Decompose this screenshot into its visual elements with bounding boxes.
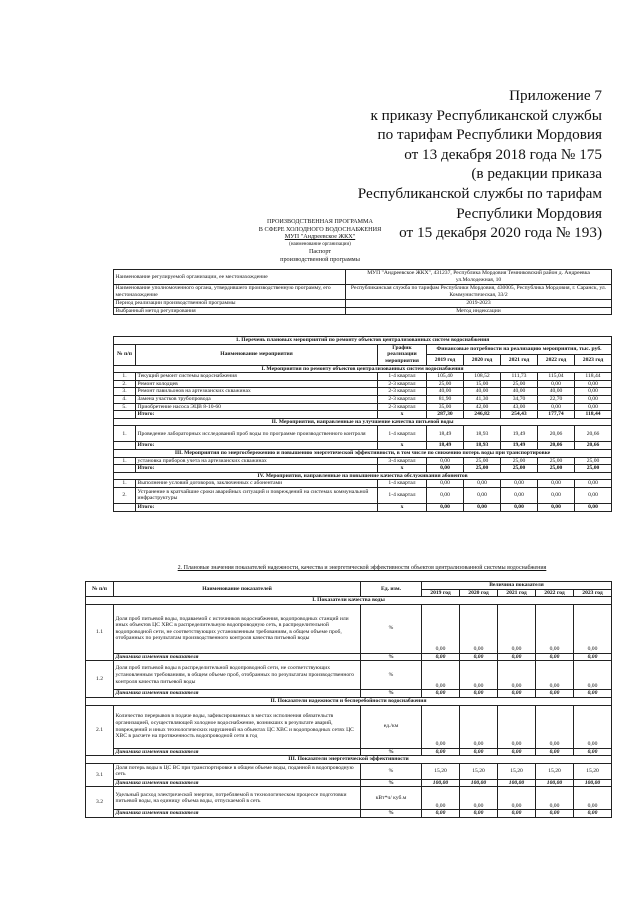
table-row [114, 403, 612, 411]
dynamics-unit: % [361, 690, 422, 698]
col-number-header: № п/п [114, 344, 136, 365]
passport-label: Период реализации производственной программы [114, 300, 346, 308]
row-number: 1.1 [86, 604, 114, 661]
activity-schedule: 2-3 квартал [378, 395, 427, 403]
dynamics-value: 0,00 [574, 810, 612, 818]
value-cell: 25,00 [427, 380, 464, 388]
dynamics-row [86, 690, 612, 698]
appendix-line: Республики Мордовия [456, 204, 602, 222]
dynamics-value: 0,00 [574, 748, 612, 756]
value-cell: 20,06 [538, 426, 575, 442]
col-finance-header: Финансовые потребности на реализацию мероприятия, тыс. руб. [427, 344, 612, 355]
passport-row [114, 300, 612, 308]
value-cell: 42,00 [464, 403, 501, 411]
col-name-header: Наименование мероприятия [136, 344, 378, 365]
value-cell: 0,00 [422, 705, 460, 748]
value-cell: 19,49 [501, 426, 538, 442]
total-value: 0,00 [575, 503, 612, 511]
value-cell: 0,00 [464, 480, 501, 488]
total-value: 287,30 [427, 411, 464, 419]
row-number: 1.2 [86, 661, 114, 698]
col-number-header: № п/п [86, 582, 114, 597]
section-title: II. Показатели надежности и бесперебойности водоснабжения [86, 697, 612, 705]
table-row [114, 457, 612, 465]
total-row [114, 411, 612, 419]
col-name-header: Наименование показателей [114, 582, 361, 597]
dynamics-value: 0,00 [498, 748, 536, 756]
indicator-unit: % [361, 661, 422, 690]
row-number: 3. [114, 388, 136, 396]
indicator-name: Доля проб питьевой воды, подаваемой с источников водоснабжения, водопроводных станций или иных объектов ЦС ХВС в распределительную водопроводную сеть, в распределительной водопроводной сети, не соответствующих установленным требованиям, в общем объеме проб, отобранных по результатам производственного контроля качества питьевой воды [114, 604, 361, 653]
activity-schedule: 3-4 квартал [378, 457, 427, 465]
row-number: 2. [114, 487, 136, 503]
value-cell: 0,00 [498, 705, 536, 748]
appendix-line: по тарифам Республики Мордовия [377, 126, 602, 144]
program-title: ПРОИЗВОДСТВЕННАЯ ПРОГРАММА [266, 218, 374, 225]
dynamics-value: 0,00 [536, 690, 574, 698]
activity-name: Проведение лабораторных исследований проб воды по программе производственного контроля [136, 426, 378, 442]
value-cell: 111,73 [501, 373, 538, 381]
dynamics-value: 0,00 [422, 653, 460, 661]
value-cell: 0,00 [460, 661, 498, 690]
activity-name: Приобретение насоса ЭЦВ 8-10-60 [136, 403, 378, 411]
activity-name: Ремонт колодцев [136, 380, 378, 388]
value-cell: 15,20 [574, 763, 612, 779]
dynamics-label: Динамика изменения показателя [114, 690, 361, 698]
total-value: 246,82 [464, 411, 501, 419]
passport-row [114, 307, 612, 315]
dynamics-value: 0,00 [460, 748, 498, 756]
total-value: 25,00 [538, 465, 575, 473]
appendix-line: от 13 декабря 2018 года № 175 [404, 145, 602, 163]
dynamics-unit: % [361, 810, 422, 818]
value-cell: 81,90 [427, 395, 464, 403]
total-value: 118,44 [575, 411, 612, 419]
value-cell: 25,00 [501, 380, 538, 388]
total-row [114, 465, 612, 473]
dynamics-value: 100,00 [498, 779, 536, 787]
passport-row [114, 270, 612, 285]
year-header: 2020 год [464, 355, 501, 366]
year-header: 2019 год [422, 589, 460, 597]
activity-name: Выполнение условий договоров, заключенных с абонентами [136, 480, 378, 488]
appendix-line: Республиканской службы по тарифам [357, 184, 602, 202]
indicator-unit: ед./км [361, 705, 422, 748]
value-cell: 0,00 [460, 705, 498, 748]
total-schedule: x [378, 411, 427, 419]
value-cell: 18,49 [427, 426, 464, 442]
dynamics-value: 0,00 [422, 748, 460, 756]
activity-schedule: 2-3 квартал [378, 403, 427, 411]
year-header: 2023 год [575, 355, 612, 366]
indicator-row [86, 661, 612, 690]
activity-name: Устранение в кратчайшие сроки аварийных ситуаций и повреждений на системах коммунальной инфраструктуры [136, 487, 378, 503]
activity-schedule: 1-4 квартал [378, 487, 427, 503]
dynamics-value: 0,00 [498, 810, 536, 818]
value-cell: 15,20 [536, 763, 574, 779]
value-cell: 0,00 [536, 705, 574, 748]
dynamics-value: 0,00 [536, 810, 574, 818]
total-label: Итого: [136, 442, 378, 450]
dynamics-value: 0,00 [460, 653, 498, 661]
passport-row [114, 285, 612, 300]
table-row [114, 480, 612, 488]
year-header: 2021 год [501, 355, 538, 366]
total-value: 18,93 [464, 442, 501, 450]
year-header: 2019 год [427, 355, 464, 366]
organization-caption: (наименование организации) [289, 241, 351, 247]
total-value: 254,43 [501, 411, 538, 419]
passport-label: Выбранный метод регулирования [114, 307, 346, 315]
value-cell: 25,00 [501, 457, 538, 465]
value-cell: 40,00 [427, 388, 464, 396]
value-cell: 20,66 [575, 426, 612, 442]
appendix-line: к приказу Республиканской службы [370, 106, 602, 124]
indicators-title: 2. Плановые значения показателей надежности, качества и энергетической эффективности объектов централизованной системы водоснабжения [177, 565, 547, 571]
value-cell: 25,00 [538, 457, 575, 465]
activity-name: установка приборов учета на артезианских скважинах [136, 457, 378, 465]
indicator-row [86, 705, 612, 748]
value-cell: 15,20 [498, 763, 536, 779]
indicator-unit: % [361, 763, 422, 779]
section-title: II. Мероприятия, направленные на улучшение качества питьевой воды [114, 418, 612, 426]
dynamics-value: 100,00 [574, 779, 612, 787]
dynamics-value: 0,00 [536, 748, 574, 756]
value-cell: 0,00 [538, 380, 575, 388]
indicator-unit: % [361, 604, 422, 653]
total-value: 177,74 [538, 411, 575, 419]
total-label: Итого: [136, 465, 378, 473]
total-value: 0,00 [427, 465, 464, 473]
value-cell: 0,00 [460, 787, 498, 810]
value-cell: 0,00 [498, 661, 536, 690]
dynamics-label: Динамика изменения показателя [114, 779, 361, 787]
total-value: 20,06 [538, 442, 575, 450]
value-cell: 0,00 [575, 388, 612, 396]
row-number: 1. [114, 457, 136, 465]
row-number: 5. [114, 403, 136, 411]
row-number: 1. [114, 426, 136, 442]
value-cell: 0,00 [574, 705, 612, 748]
indicator-name: Доля потерь воды в ЦС ВС при транспортировке в общем объеме воды, поданной в водопроводную сеть [114, 763, 361, 779]
value-cell: 115,04 [538, 373, 575, 381]
row-number: 2. [114, 380, 136, 388]
total-label: Итого: [136, 411, 378, 419]
appendix-line: (в редакции приказа [471, 165, 602, 183]
total-label: Итого: [136, 503, 378, 511]
dynamics-row [86, 779, 612, 787]
total-value: 25,00 [575, 465, 612, 473]
section-title: IV. Мероприятия, направленные на повышение качества обслуживания абонентов [114, 472, 612, 480]
indicator-name: Количество перерывов в подаче воды, зафиксированных в местах исполнения обязательств организацией, осуществляющей холодное водоснабжение, возникших в результате аварий, повреждений и иных технологических нарушений на объектах ЦС ХВС и водопроводных сетях ЦС ХВС в расчете на протяженность водопроводной сети в год [114, 705, 361, 748]
total-value: 0,00 [501, 503, 538, 511]
total-value: 19,49 [501, 442, 538, 450]
value-cell: 108,52 [464, 373, 501, 381]
value-cell: 25,00 [464, 457, 501, 465]
total-row [114, 442, 612, 450]
table-row [114, 426, 612, 442]
value-cell: 35,00 [427, 403, 464, 411]
value-cell: 0,00 [501, 487, 538, 503]
value-cell: 0,00 [536, 604, 574, 653]
indicator-name: Удельный расход электрической энергии, потребляемой в технологическом процессе подготовки питьевой воды, на единицу объема воды, отпускаемой в сеть [114, 787, 361, 810]
year-header: 2020 год [460, 589, 498, 597]
dynamics-value: 0,00 [422, 690, 460, 698]
total-row [114, 503, 612, 511]
row-number: 2.1 [86, 705, 114, 756]
table-row [114, 487, 612, 503]
value-cell: 0,00 [575, 403, 612, 411]
table-row [114, 395, 612, 403]
value-cell: 0,00 [460, 604, 498, 653]
row-number: 4. [114, 395, 136, 403]
passport-value: 2019-2023 [346, 300, 612, 308]
value-cell: 0,00 [574, 604, 612, 653]
dynamics-value: 100,00 [422, 779, 460, 787]
dynamics-value: 0,00 [460, 810, 498, 818]
indicator-name: Доля проб питьевой воды в распределительной водопроводной сети, не соответствующих установленным требованиям, в общем объеме проб, отобранных по результатам производственного контроля качества питьевой воды [114, 661, 361, 690]
appendix-line: от 15 декабря 2020 года № 193) [399, 224, 602, 242]
total-schedule: x [378, 465, 427, 473]
value-cell: 0,00 [536, 787, 574, 810]
dynamics-unit: % [361, 653, 422, 661]
value-cell: 0,00 [422, 787, 460, 810]
value-cell: 40,00 [538, 388, 575, 396]
value-cell: 0,00 [538, 480, 575, 488]
passport-value: Республиканская служба по тарифам Республики Мордовия, 430005, Республика Мордовия, г. Саранск, ул. Коммунистическая, 33/2 [346, 285, 612, 300]
dynamics-value: 0,00 [422, 810, 460, 818]
value-cell: 0,00 [427, 480, 464, 488]
year-header: 2021 год [498, 589, 536, 597]
value-cell: 0,00 [427, 487, 464, 503]
activity-name: Текущий ремонт системы водоснабжения [136, 373, 378, 381]
total-value: 25,00 [501, 465, 538, 473]
activity-name: Ремонт павильонов на артезианских скважинах [136, 388, 378, 396]
activities-title: 1. Перечень плановых мероприятий по ремонту объектов централизованных систем водоснабжения [114, 337, 612, 345]
dynamics-unit: % [361, 779, 422, 787]
passport-value: Метод индексации [346, 307, 612, 315]
passport-subtitle: производственной программы [280, 255, 360, 263]
organization-name: МУП "Андреевское ЖКХ" [284, 233, 356, 241]
value-cell: 25,00 [575, 457, 612, 465]
table-row [114, 373, 612, 381]
dynamics-value: 0,00 [460, 690, 498, 698]
value-cell: 15,20 [422, 763, 460, 779]
total-value: 18,49 [427, 442, 464, 450]
dynamics-value: 0,00 [498, 653, 536, 661]
total-value: 0,00 [538, 503, 575, 511]
dynamics-row [86, 653, 612, 661]
dynamics-value: 100,00 [536, 779, 574, 787]
dynamics-label: Динамика изменения показателя [114, 810, 361, 818]
value-cell: 15,00 [464, 380, 501, 388]
value-cell: 0,00 [536, 661, 574, 690]
value-cell: 0,00 [538, 403, 575, 411]
table-row [114, 380, 612, 388]
value-cell: 0,00 [501, 480, 538, 488]
passport-table [113, 269, 612, 315]
total-schedule: x [378, 503, 427, 511]
value-cell: 0,00 [427, 457, 464, 465]
section-title: I. Показатели качества воды [86, 597, 612, 605]
program-subtitle: В СФЕРЕ ХОЛОДНОГО ВОДОСНАБЖЕНИЯ [258, 225, 382, 233]
program-header [0, 218, 640, 264]
value-cell: 0,00 [575, 480, 612, 488]
dynamics-value: 0,00 [498, 690, 536, 698]
appendix-line: Приложение 7 [509, 87, 602, 104]
col-unit-header: Ед. изм. [361, 582, 422, 597]
activity-schedule: 2-3 квартал [378, 380, 427, 388]
year-header: 2023 год [574, 589, 612, 597]
value-cell: 43,00 [501, 403, 538, 411]
year-header: 2022 год [536, 589, 574, 597]
total-value: 25,00 [464, 465, 501, 473]
passport-label: Наименование уполномоченного органа, утвердившего производственную программу, его местонахождение [114, 285, 346, 300]
activity-schedule: 1-4 квартал [378, 373, 427, 381]
section-title: I. Мероприятия по ремонту объектов централизованных систем водоснабжения [114, 365, 612, 373]
dynamics-label: Динамика изменения показателя [114, 748, 361, 756]
passport-title: Паспорт [308, 248, 332, 256]
dynamics-row [86, 748, 612, 756]
value-cell: 0,00 [464, 487, 501, 503]
activity-schedule: 1-4 квартал [378, 480, 427, 488]
value-cell: 18,93 [464, 426, 501, 442]
value-cell: 0,00 [422, 604, 460, 653]
col-schedule-header: График реализации мероприятия [378, 344, 427, 365]
dynamics-label: Динамика изменения показателя [114, 653, 361, 661]
section-title: III. Показатели энергетической эффективности [86, 756, 612, 764]
passport-label: Наименование регулируемой организации, ее местонахождение [114, 270, 346, 285]
col-values-header: Величина показателя [422, 582, 612, 590]
dynamics-value: 0,00 [574, 690, 612, 698]
value-cell: 0,00 [538, 487, 575, 503]
value-cell: 40,00 [501, 388, 538, 396]
dynamics-row [86, 810, 612, 818]
activity-name: Замена участков трубопровода [136, 395, 378, 403]
value-cell: 0,00 [574, 787, 612, 810]
value-cell: 0,00 [575, 380, 612, 388]
total-schedule: x [378, 442, 427, 450]
dynamics-value: 100,00 [460, 779, 498, 787]
year-header: 2022 год [538, 355, 575, 366]
value-cell: 118,44 [575, 373, 612, 381]
value-cell: 0,00 [574, 661, 612, 690]
indicator-row [86, 604, 612, 653]
row-number: 3.2 [86, 787, 114, 818]
value-cell: 15,20 [460, 763, 498, 779]
table-row [114, 388, 612, 396]
total-value: 20,66 [575, 442, 612, 450]
total-value: 0,00 [427, 503, 464, 511]
value-cell: 105,40 [427, 373, 464, 381]
value-cell: 22,70 [538, 395, 575, 403]
dynamics-value: 0,00 [574, 653, 612, 661]
activity-schedule: 1-4 квартал [378, 426, 427, 442]
row-number: 1. [114, 373, 136, 381]
activity-schedule: 2-3 квартал [378, 388, 427, 396]
indicator-row [86, 763, 612, 779]
row-number: 3.1 [86, 763, 114, 787]
value-cell: 41,30 [464, 395, 501, 403]
total-value: 0,00 [464, 503, 501, 511]
value-cell: 0,00 [575, 395, 612, 403]
value-cell: 0,00 [575, 487, 612, 503]
passport-value: МУП "Андреевское ЖКХ", 431237, Республика Мордовия Темниковский район д. Андреевка ул.Молодежная, 10 [346, 270, 612, 285]
activities-table [113, 336, 612, 512]
row-number: 1. [114, 480, 136, 488]
value-cell: 0,00 [498, 787, 536, 810]
indicator-unit: кВт*ч/ куб.м [361, 787, 422, 810]
value-cell: 0,00 [422, 661, 460, 690]
dynamics-value: 0,00 [536, 653, 574, 661]
value-cell: 0,00 [498, 604, 536, 653]
value-cell: 34,70 [501, 395, 538, 403]
indicators-table [85, 581, 612, 818]
indicator-row [86, 787, 612, 810]
section-title: III. Мероприятия по энергосбережению и повышению энергетической эффективности, в том числе по снижению потерь воды при транспортировке [114, 449, 612, 457]
value-cell: 40,00 [464, 388, 501, 396]
dynamics-unit: % [361, 748, 422, 756]
